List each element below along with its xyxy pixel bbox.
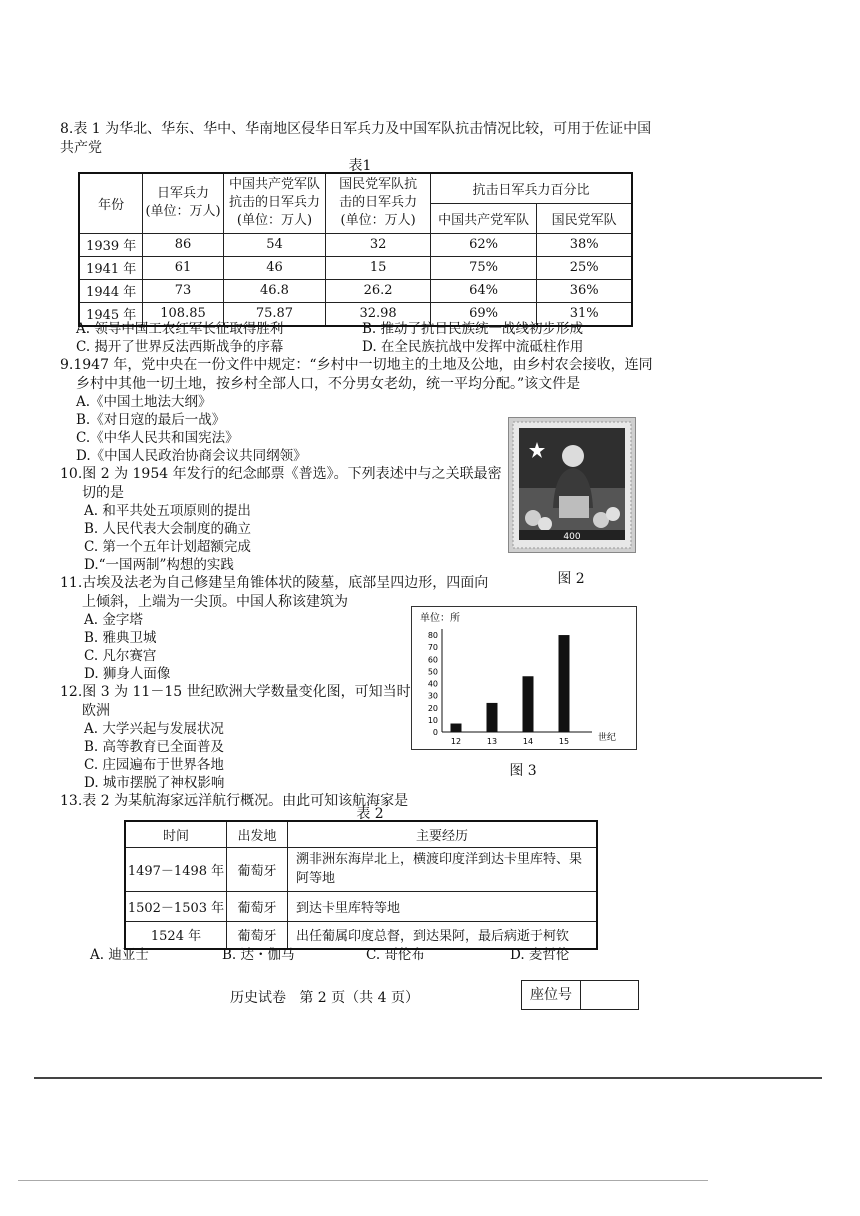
seat-number-field[interactable] — [581, 981, 638, 1009]
stamp-denomination: 400 — [563, 532, 581, 542]
stamp-illustration — [509, 418, 635, 552]
t1-header-japan-l2: (单位：万人) — [145, 204, 221, 220]
chart-xtick-label: 12 — [450, 737, 462, 746]
table-row — [125, 921, 597, 949]
t1-header-kmt-l2: 击的日军兵力 — [339, 195, 418, 211]
q11-stem-line2: 上倾斜，上端为一尖顶。中国人称该建筑为 — [82, 594, 348, 610]
t1-cell: 75% — [430, 256, 536, 279]
q10-stem — [60, 465, 510, 503]
t1-cell: 61 — [143, 256, 223, 279]
q8-stem — [60, 120, 660, 158]
q8-option-a[interactable]: A. 领导中国工农红军长征取得胜利 — [76, 321, 284, 337]
t1-cell: 86 — [143, 233, 223, 256]
q11-option-d[interactable]: D. 狮身人面像 — [84, 666, 171, 682]
chart-bar-15 — [559, 635, 570, 732]
table1-caption: 表1 — [348, 158, 372, 174]
chart-xtick-label: 15 — [558, 737, 570, 746]
bar-chart-svg — [412, 607, 636, 749]
t1-cell: 1939 年 — [79, 233, 143, 256]
t2-cell-events: 出任葡属印度总督，到达果阿，最后病逝于柯钦 — [288, 921, 598, 949]
chart-ytick-label: 50 — [427, 667, 438, 677]
seat-number-box — [521, 980, 639, 1010]
q11-option-a[interactable]: A. 金字塔 — [84, 612, 143, 628]
q13-option-b[interactable]: B. 达・伽马 — [222, 947, 295, 963]
t1-cell: 25% — [537, 256, 632, 279]
scan-edge-line — [18, 1180, 708, 1181]
table-row — [79, 279, 632, 302]
chart-ytick-label: 80 — [427, 631, 438, 641]
chart-ytick-label: 40 — [427, 679, 438, 689]
t1-cell: 31% — [537, 302, 632, 326]
chart-xtick-label: 13 — [486, 737, 498, 746]
q10-stem-line2: 切的是 — [82, 485, 124, 501]
table-row — [79, 256, 632, 279]
table2 — [124, 820, 598, 950]
q11-option-c[interactable]: C. 凡尔赛宫 — [84, 648, 157, 664]
t1-header-year: 年份 — [79, 173, 143, 233]
q9-option-b[interactable]: B.《对日寇的最后一战》 — [76, 412, 226, 428]
t1-header-pct-ccp: 中国共产党军队 — [430, 203, 536, 233]
t1-cell: 62% — [430, 233, 536, 256]
q10-option-a[interactable]: A. 和平共处五项原则的提出 — [84, 503, 251, 519]
figure2-caption: 图 2 — [557, 571, 585, 587]
page-footer-label: 历史试卷 第 2 页（共 4 页） — [230, 990, 419, 1006]
seat-number-label: 座位号 — [522, 981, 581, 1009]
t1-cell: 108.85 — [143, 302, 223, 326]
t1-cell: 1945 年 — [79, 302, 143, 326]
t1-cell: 54 — [223, 233, 326, 256]
q8-option-d[interactable]: D. 在全民族抗战中发挥中流砥柱作用 — [362, 339, 584, 355]
t2-events-l2: 阿等地 — [296, 871, 336, 886]
t1-cell: 46 — [223, 256, 326, 279]
q13-option-a[interactable]: A. 迪亚士 — [90, 947, 149, 963]
stamp-image — [508, 417, 636, 553]
t2-cell: 葡萄牙 — [227, 891, 288, 921]
t1-cell: 36% — [537, 279, 632, 302]
chart-bar-12 — [451, 724, 462, 732]
t2-cell: 1524 年 — [125, 921, 227, 949]
table-row — [125, 891, 597, 921]
q9-option-a[interactable]: A.《中国土地法大纲》 — [76, 394, 212, 410]
t1-cell: 32 — [326, 233, 431, 256]
chart-ytick-label: 30 — [427, 691, 438, 701]
t2-header-time: 时间 — [125, 821, 227, 847]
t1-header-ccp-l3: (单位：万人) — [236, 213, 313, 229]
t1-cell: 38% — [537, 233, 632, 256]
q12-option-c[interactable]: C. 庄园遍布于世界各地 — [84, 757, 224, 773]
t2-events-l1: 溯非洲东海岸北上，横渡印度洋到达卡里库特、果 — [296, 852, 583, 867]
t1-header-japan-l1: 日军兵力 — [157, 186, 210, 202]
t2-cell-events: 到达卡里库特等地 — [288, 891, 598, 921]
t2-cell-events — [288, 847, 598, 891]
chart-xlabel: 世纪 — [598, 733, 617, 743]
q9-stem-line2: 乡村中其他一切土地，按乡村全部人口，不分男女老幼，统一平均分配。”该文件是 — [76, 376, 581, 392]
page-divider — [34, 1077, 822, 1079]
t2-cell: 葡萄牙 — [227, 847, 288, 891]
figure3-chart — [411, 606, 637, 750]
t1-header-pct-kmt: 国民党军队 — [537, 203, 632, 233]
chart-ytick-label: 20 — [427, 703, 438, 713]
table2-caption: 表 2 — [356, 806, 384, 822]
q11-option-b[interactable]: B. 雅典卫城 — [84, 630, 157, 646]
q9-stem-line1: 9.1947 年，党中央在一份文件中规定：“乡村中一切地主的土地及公地，由乡村农会接收，连同 — [60, 357, 653, 373]
t1-header-japan — [143, 173, 223, 233]
t1-cell: 1944 年 — [79, 279, 143, 302]
t1-cell: 32.98 — [326, 302, 431, 326]
table-row — [79, 233, 632, 256]
t1-cell: 15 — [326, 256, 431, 279]
q8-stem-line1: 8.表 1 为华北、华东、华中、华南地区侵华日军兵力及中国军队抗击情况比较，可用于佐证中国 — [60, 121, 652, 137]
q9-stem — [60, 356, 680, 394]
t1-header-ccp-l2: 抗击的日军兵力 — [228, 195, 320, 211]
q8-option-b[interactable]: B. 推动了抗日民族统一战线初步形成 — [362, 321, 584, 337]
t2-cell: 1502－1503 年 — [125, 891, 227, 921]
q12-stem-line1: 12.图 3 为 11－15 世纪欧洲大学数量变化图，可知当时 — [60, 684, 411, 700]
q13-stem: 13.表 2 为某航海家远洋航行概况。由此可知该航海家是 — [60, 793, 409, 809]
q12-stem-line2: 欧洲 — [82, 703, 110, 719]
q12-option-a[interactable]: A. 大学兴起与发展状况 — [84, 721, 224, 737]
q12-option-d[interactable]: D. 城市摆脱了神权影响 — [84, 775, 225, 791]
chart-ytick-label: 60 — [427, 655, 438, 665]
q8-option-c[interactable]: C. 揭开了世界反法西斯战争的序幕 — [76, 339, 284, 355]
q10-option-b[interactable]: B. 人民代表大会制度的确立 — [84, 521, 252, 537]
t1-cell: 1941 年 — [79, 256, 143, 279]
q13-option-d[interactable]: D. 麦哲伦 — [510, 947, 570, 963]
q9-option-c[interactable]: C.《中华人民共和国宪法》 — [76, 430, 239, 446]
table1 — [78, 172, 633, 327]
chart-bar-14 — [523, 676, 534, 732]
chart-bar-13 — [487, 703, 498, 732]
t1-header-ccp-l1: 中国共产党军队 — [228, 177, 320, 193]
table-row — [125, 847, 597, 891]
figure3-caption: 图 3 — [509, 763, 537, 779]
q13-option-c[interactable]: C. 哥伦布 — [366, 947, 425, 963]
t1-cell: 69% — [430, 302, 536, 326]
q11-stem-line1: 11.古埃及法老为自己修建呈角锥体状的陵墓，底部呈四边形，四面向 — [60, 575, 489, 591]
t1-cell: 73 — [143, 279, 223, 302]
t2-header-events: 主要经历 — [288, 821, 598, 847]
t1-cell: 75.87 — [223, 302, 326, 326]
q10-stem-line1: 10.图 2 为 1954 年发行的纪念邮票《普选》。下列表述中与之关联最密 — [60, 466, 502, 482]
t2-header-origin: 出发地 — [227, 821, 288, 847]
t1-header-kmt — [326, 173, 431, 233]
chart-ylabel: 单位：所 — [420, 613, 460, 624]
t1-header-kmt-l3: (单位：万人) — [340, 213, 416, 229]
q9-option-d[interactable]: D.《中国人民政治协商会议共同纲领》 — [76, 448, 307, 464]
q12-option-b[interactable]: B. 高等教育已全面普及 — [84, 739, 225, 755]
t2-cell: 1497－1498 年 — [125, 847, 227, 891]
chart-ytick-label: 70 — [427, 643, 438, 653]
t1-cell: 26.2 — [326, 279, 431, 302]
q8-stem-line2: 共产党 — [60, 140, 102, 156]
t2-cell: 葡萄牙 — [227, 921, 288, 949]
t1-cell: 46.8 — [223, 279, 326, 302]
chart-ytick-label: 0 — [432, 728, 438, 737]
q10-option-c[interactable]: C. 第一个五年计划超额完成 — [84, 539, 251, 555]
chart-ytick-label: 10 — [427, 715, 438, 725]
q10-option-d[interactable]: D.“一国两制”构想的实践 — [84, 557, 234, 573]
t1-header-ccp — [223, 173, 326, 233]
q12-stem — [60, 683, 420, 721]
t1-cell: 64% — [430, 279, 536, 302]
chart-xtick-label: 14 — [522, 737, 534, 746]
t1-header-kmt-l1: 国民党军队抗 — [339, 177, 418, 193]
t1-header-percent: 抗击日军兵力百分比 — [430, 173, 632, 203]
